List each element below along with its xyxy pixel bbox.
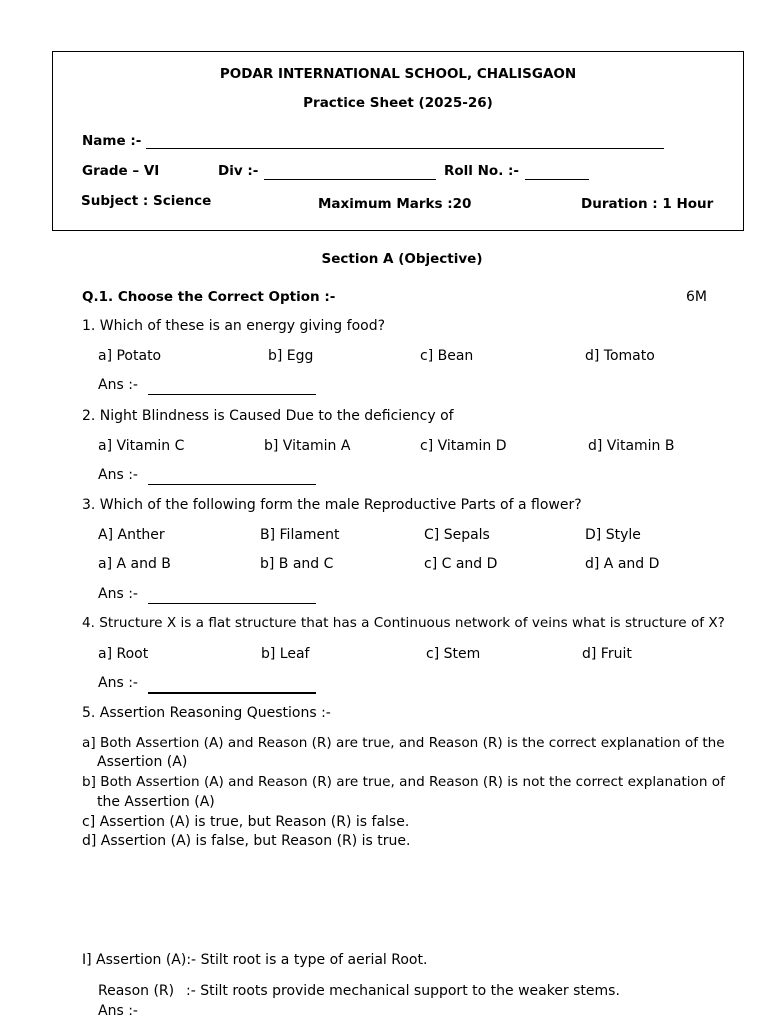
q3-part-d: D] Style bbox=[585, 527, 641, 543]
q1-option-a[interactable]: a] Potato bbox=[98, 348, 162, 364]
q1-option-d[interactable]: d] Tomato bbox=[585, 348, 655, 364]
div-line[interactable] bbox=[264, 179, 436, 180]
q1-option-b[interactable]: b] Egg bbox=[268, 348, 314, 364]
q4-ans-line[interactable] bbox=[148, 692, 316, 694]
assertion-option-c: c] Assertion (A) is true, but Reason (R) is false. bbox=[82, 814, 410, 830]
assertion-item1-assertion: I] Assertion (A):- Stilt root is a type of aerial Root. bbox=[82, 952, 428, 968]
q2-ans-label: Ans :- bbox=[98, 467, 138, 483]
q1-ans-label: Ans :- bbox=[98, 377, 138, 393]
roll-line[interactable] bbox=[525, 179, 589, 180]
q4-option-c[interactable]: c] Stem bbox=[426, 646, 481, 662]
assertion-option-b-line1: b] Both Assertion (A) and Reason (R) are true, and Reason (R) is not the correct explanation of bbox=[82, 774, 725, 790]
name-line[interactable] bbox=[146, 148, 664, 149]
assertion-item1-ans-label: Ans :- bbox=[98, 1003, 138, 1019]
name-label: Name :- bbox=[82, 133, 142, 149]
assertion-title: 5. Assertion Reasoning Questions :- bbox=[82, 705, 331, 721]
assertion-option-a-line2: Assertion (A) bbox=[97, 754, 188, 770]
school-name: PODAR INTERNATIONAL SCHOOL, CHALISGAON bbox=[219, 66, 577, 82]
question-1-text: 1. Which of these is an energy giving food? bbox=[82, 318, 386, 334]
q2-ans-line[interactable] bbox=[148, 484, 316, 485]
q3-option-d[interactable]: d] A and D bbox=[585, 556, 660, 572]
q1-option-c[interactable]: c] Bean bbox=[420, 348, 474, 364]
roll-label: Roll No. :- bbox=[444, 163, 520, 179]
q3-part-a: A] Anther bbox=[98, 527, 165, 543]
section-title: Section A (Objective) bbox=[321, 251, 483, 267]
question-4-text: 4. Structure X is a flat structure that has a Continuous network of veins what is structure of X? bbox=[82, 615, 725, 631]
q3-part-c: C] Sepals bbox=[424, 527, 490, 543]
q4-option-d[interactable]: d] Fruit bbox=[582, 646, 632, 662]
q3-ans-label: Ans :- bbox=[98, 586, 138, 602]
q2-option-d[interactable]: d] Vitamin B bbox=[588, 438, 675, 454]
assertion-option-b-line2: the Assertion (A) bbox=[97, 794, 215, 810]
q2-option-b[interactable]: b] Vitamin A bbox=[264, 438, 351, 454]
assertion-item1-reason-text: :- Stilt roots provide mechanical support to the weaker stems. bbox=[186, 983, 620, 999]
q1-ans-line[interactable] bbox=[148, 394, 316, 395]
q3-option-b[interactable]: b] B and C bbox=[260, 556, 334, 572]
assertion-item1-reason-label: Reason (R) bbox=[98, 983, 175, 999]
q3-option-a[interactable]: a] A and B bbox=[98, 556, 171, 572]
question-3-text: 3. Which of the following form the male Reproductive Parts of a flower? bbox=[82, 497, 582, 513]
q3-part-b: B] Filament bbox=[260, 527, 340, 543]
sheet-title: Practice Sheet (2025-26) bbox=[303, 95, 493, 111]
q4-ans-label: Ans :- bbox=[98, 675, 138, 691]
div-label: Div :- bbox=[218, 163, 259, 179]
max-marks: Maximum Marks :20 bbox=[318, 196, 472, 212]
grade-label: Grade – VI bbox=[82, 163, 160, 179]
q1-title: Q.1. Choose the Correct Option :- bbox=[82, 289, 336, 305]
q3-option-c[interactable]: c] C and D bbox=[424, 556, 498, 572]
q3-ans-line[interactable] bbox=[148, 603, 316, 604]
assertion-option-a-line1: a] Both Assertion (A) and Reason (R) are true, and Reason (R) is the correct explanation of the bbox=[82, 735, 725, 751]
q2-option-c[interactable]: c] Vitamin D bbox=[420, 438, 507, 454]
question-2-text: 2. Night Blindness is Caused Due to the deficiency of bbox=[82, 408, 454, 424]
assertion-option-d: d] Assertion (A) is false, but Reason (R) is true. bbox=[82, 833, 411, 849]
q4-option-a[interactable]: a] Root bbox=[98, 646, 149, 662]
q4-option-b[interactable]: b] Leaf bbox=[261, 646, 310, 662]
q1-marks: 6M bbox=[686, 289, 707, 305]
subject-label: Subject : Science bbox=[81, 193, 212, 209]
q2-option-a[interactable]: a] Vitamin C bbox=[98, 438, 185, 454]
duration: Duration : 1 Hour bbox=[581, 196, 714, 212]
